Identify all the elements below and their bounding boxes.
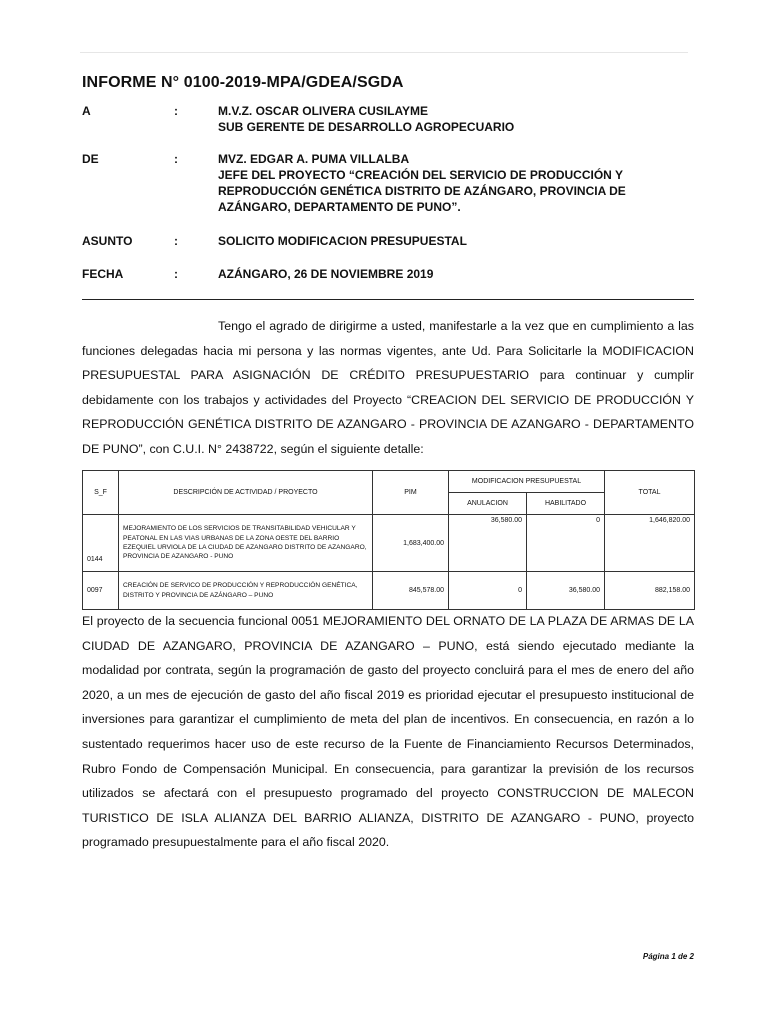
cell-total: 1,646,820.00 [605,515,695,572]
header-from-line: MVZ. EDGAR A. PUMA VILLALBA [218,152,410,166]
header-to-label: A [82,104,91,118]
cell-habilitado: 0 [527,515,605,572]
header-divider [82,299,694,300]
cell-total: 882,158.00 [605,572,695,610]
report-title: INFORME N° 0100-2019-MPA/GDEA/SGDA [82,74,404,91]
header-from-value [218,151,698,215]
col-header-habilitado: HABILITADO [527,493,605,515]
cell-habilitado: 36,580.00 [527,572,605,610]
table-row [83,572,695,610]
header-from-line: JEFE DEL PROYECTO “CREACIÓN DEL SERVICIO DE PRODUCCIÓN Y [218,168,623,182]
header-from-line: AZÁNGARO, DEPARTAMENTO DE PUNO”. [218,200,461,214]
cell-descripcion: CREACIÓN DE SERVICO DE PRODUCCIÓN Y REPRODUCCIÓN GENÉTICA, DISTRITO Y PROVINCIA DE AZÁNGARO – PUNO [119,572,373,610]
header-from-line: REPRODUCCIÓN GENÉTICA DISTRITO DE AZÁNGARO, PROVINCIA DE [218,184,626,198]
header-to-colon: : [174,104,178,118]
col-header-descripcion: DESCRIPCIÓN DE ACTIVIDAD / PROYECTO [119,471,373,515]
header-from-label: DE [82,152,99,166]
page-number: Página 1 de 2 [642,952,694,961]
budget-table [82,470,695,610]
header-date-label: FECHA [82,267,124,281]
header-to-line: M.V.Z. OSCAR OLIVERA CUSILAYME [218,104,429,118]
cell-descripcion: MEJORAMIENTO DE LOS SERVICIOS DE TRANSITABILIDAD VEHICULAR Y PEATONAL EN LAS VIAS URBANAS DE LA ZONA OESTE DEL BARRIO EZEQUIEL URVIOLA DE LA CIUDAD DE AZANGARO DISTRITO DE AZANGARO, PROVINCIA DE AZANGARO - PUNO [119,515,373,572]
col-header-anulacion: ANULACION [449,493,527,515]
header-subject-label: ASUNTO [82,234,133,248]
cell-anulacion: 36,580.00 [449,515,527,572]
header-to-value [218,103,698,135]
header-subject-colon: : [174,234,178,248]
header-subject-value: SOLICITO MODIFICACION PRESUPUESTAL [218,234,467,248]
cell-sf: 0097 [83,572,119,610]
header-date-colon: : [174,267,178,281]
header-from-colon: : [174,152,178,166]
header-date-value: AZÁNGARO, 26 DE NOVIEMBRE 2019 [218,267,434,281]
intro-paragraph: Tengo el agrado de dirigirme a usted, manifestarle a la vez que en cumplimiento a las funciones delegadas hacia mi persona y las normas vigentes, ante Ud. Para Solicitarle la MODIFICACION PRESUPUESTAL PARA ASIGNACIÓN DE CRÉDITO PRESUPUESTARIO para continuar y cumplir debidamente con los trabajos y actividades del Proyecto “CREACION DEL SERVICIO DE PRODUCCIÓN Y REPRODUCCIÓN GENÉTICA DISTRITO DE AZANGARO - PROVINCIA DE AZANGARO - DEPARTAMENTO DE PUNO”, con C.U.I. N° 2438722, según el siguiente detalle: [82,319,694,456]
col-header-modificacion: MODIFICACION PRESUPUESTAL [449,471,605,493]
col-header-total: TOTAL [605,471,695,515]
cell-pim: 1,683,400.00 [373,515,449,572]
col-header-pim: PIM [373,471,449,515]
col-header-sf: S_F [83,471,119,515]
table-row [83,515,695,572]
cell-sf: 0144 [83,515,119,572]
header-to-line: SUB GERENTE DE DESARROLLO AGROPECUARIO [218,120,515,134]
cell-anulacion: 0 [449,572,527,610]
table-header-row [83,471,695,493]
cell-pim: 845,578.00 [373,572,449,610]
page-top-divider [80,52,688,53]
body-paragraph: El proyecto de la secuencia funcional 0051 MEJORAMIENTO DEL ORNATO DE LA PLAZA DE ARMAS DE LA CIUDAD DE AZANGARO, PROVINCIA DE AZANGARO – PUNO, está siendo ejecutado mediante la modalidad por contrata, según la programación de gasto del proyecto concluirá para el mes de enero del año 2020, a un mes de ejecución de gasto del año fiscal 2019 es prioridad ejecutar el presupuesto institucional de inversiones para garantizar el cumplimiento de meta del plan de incentivos. En consecuencia, en razón a lo sustentado requerimos hacer uso de este recurso de la Fuente de Financiamiento Recursos Determinados, Rubro Fondo de Compensación Municipal. En consecuencia, para garantizar la previsión de los recursos utilizados se afectará con el presupuesto programado del proyecto CONSTRUCCION DE MALECON TURISTICO DE ISLA ALIANZA DEL BARRIO ALIANZA, DISTRITO DE AZANGARO - PUNO, proyecto programado presupuestalmente para el año fiscal 2020. [82,614,694,850]
